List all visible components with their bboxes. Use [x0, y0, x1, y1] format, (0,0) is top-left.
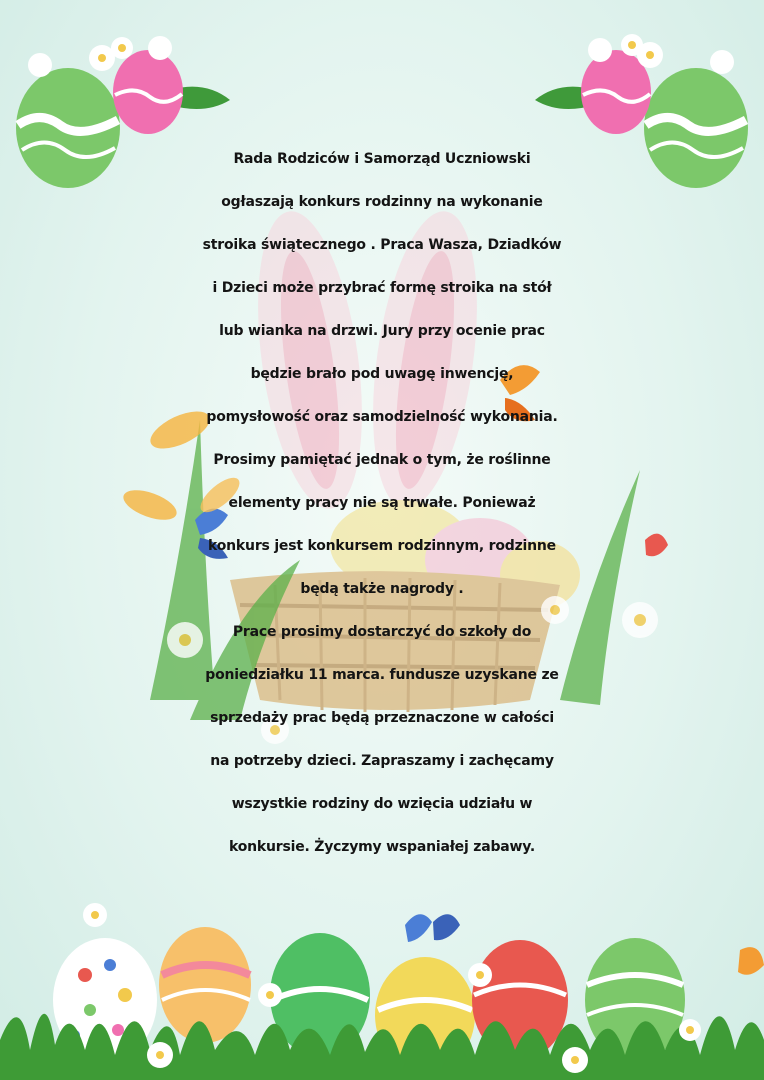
announcement-line: i Dzieci może przybrać formę stroika na stół: [212, 280, 552, 296]
announcement-line: będzie brało pod uwagę inwencję,: [250, 366, 514, 382]
butterfly-icon: [738, 947, 764, 975]
announcement-line: będą także nagrody .: [300, 581, 464, 597]
announcement-line: pomysłowość oraz samodzielność wykonania.: [206, 409, 558, 425]
butterfly-icon: [405, 914, 460, 942]
announcement-line: Rada Rodziców i Samorząd Uczniowski: [233, 151, 531, 167]
announcement-line: konkurs jest konkursem rodzinnym, rodzinne: [208, 538, 556, 554]
announcement-line: wszystkie rodziny do wzięcia udziału w: [231, 796, 533, 812]
announcement-line: stroika świątecznego . Praca Wasza, Dziadków: [202, 237, 562, 253]
announcement-line: konkursie. Życzymy wspaniałej zabawy.: [228, 839, 536, 855]
announcement-line: lub wianka na drzwi. Jury przy ocenie prac: [219, 323, 545, 339]
announcement-line: Prosimy pamiętać jednak o tym, że roślinne: [213, 452, 551, 468]
announcement-line: Prace prosimy dostarczyć do szkoły do: [232, 624, 532, 640]
announcement-line: ogłaszają konkurs rodzinny na wykonanie: [221, 194, 543, 210]
announcement-line: na potrzeby dzieci. Zapraszamy i zachęcamy: [210, 753, 554, 769]
announcement-line: elementy pracy nie są trwałe. Ponieważ: [228, 495, 536, 511]
announcement-line: poniedziałku 11 marca. fundusze uzyskane ze: [205, 667, 559, 683]
announcement-line: sprzedaży prac będą przeznaczone w całości: [210, 710, 554, 726]
contest-announcement: [0, 138, 764, 869]
